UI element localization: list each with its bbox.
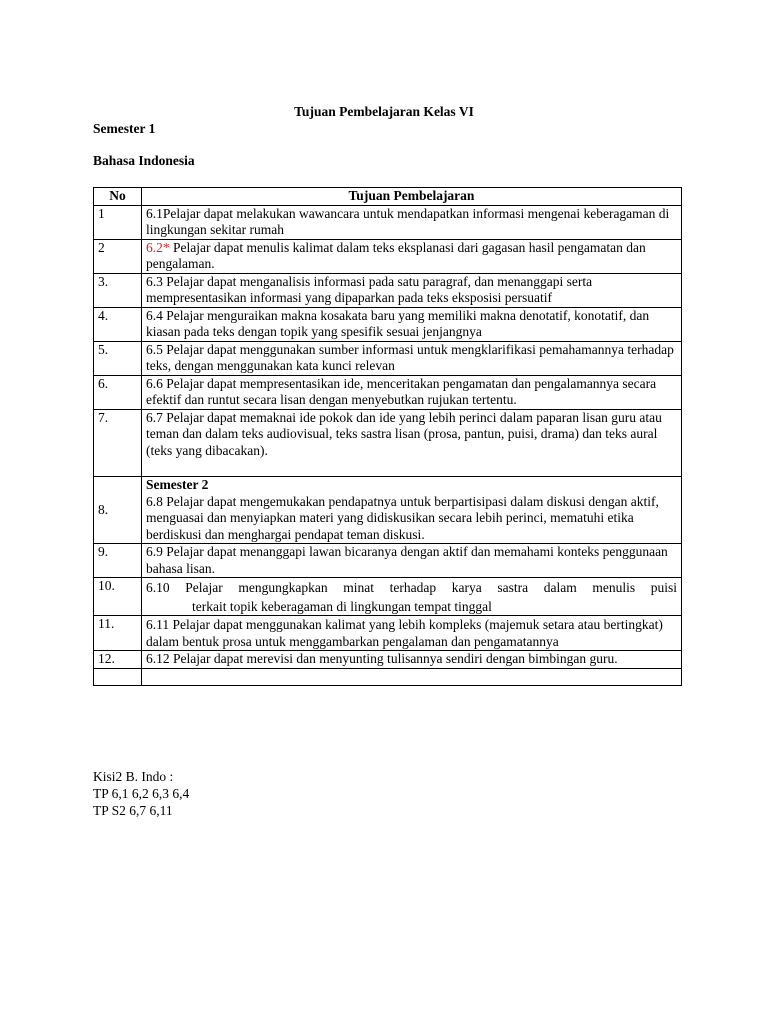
row-number: 10. [94, 578, 142, 616]
objective-text: Pelajar dapat menulis kalimat dalam teks eksplanasi dari gagasan hasil pengamatan dan pengalaman. [146, 239, 646, 271]
table-row [94, 239, 682, 273]
row-objective [142, 477, 682, 544]
table-row [94, 616, 682, 651]
row-objective [142, 668, 682, 685]
row-objective [142, 578, 682, 616]
semester-2-heading: Semester 2 [146, 477, 209, 492]
column-header-no: No [94, 188, 142, 206]
row-number: 11. [94, 616, 142, 651]
row-objective [142, 239, 682, 273]
notes-block [93, 768, 189, 819]
notes-line: Kisi2 B. Indo : [93, 769, 174, 784]
row-number: 9. [94, 544, 142, 578]
table-row [94, 578, 682, 616]
row-objective: 6.1Pelajar dapat melakukan wawancara untuk mendapatkan informasi mengenai keberagaman di lingkungan sekitar rumah [142, 205, 682, 239]
semester-1-label: Semester 1 [93, 121, 156, 136]
row-objective: 6.5 Pelajar dapat menggunakan sumber informasi untuk mengklarifikasi pemahamannya terhadap teks, dengan menggunakan kata kunci relevan [142, 341, 682, 375]
learning-objectives-table [93, 187, 682, 686]
row-objective: 6.12 Pelajar dapat merevisi dan menyunting tulisannya sendiri dengan bimbingan guru. [142, 651, 682, 669]
column-header-tp: Tujuan Pembelajaran [142, 188, 682, 206]
notes-line: TP 6,1 6,2 6,3 6,4 [93, 786, 190, 801]
page-title: Tujuan Pembelajaran Kelas VI [294, 104, 474, 119]
table-header-row [94, 188, 682, 206]
table-row [94, 544, 682, 578]
row-number [94, 668, 142, 685]
row-objective: 6.9 Pelajar dapat menanggapi lawan bicaranya dengan aktif dan memahami konteks penggunaan bahasa lisan. [142, 544, 682, 578]
row-objective: 6.7 Pelajar dapat memaknai ide pokok dan ide yang lebih perinci dalam paparan lisan guru atau teman dan dalam teks audiovisual, teks sastra lisan (prosa, pantun, puisi, drama) dan teks aural (teks yang dibacakan). [142, 409, 682, 477]
row-number: 2 [94, 239, 142, 273]
table-row [94, 477, 682, 544]
table-row [94, 651, 682, 669]
table-row [94, 307, 682, 341]
objective-text-continued: terkait topik keberagaman di lingkungan tempat tinggal [192, 598, 492, 614]
objective-text: 6.10 Pelajar mengungkapkan minat terhadap karya sastra dalam menulis puisi [146, 580, 677, 595]
table-row [94, 205, 682, 239]
subject-label: Bahasa Indonesia [93, 153, 195, 168]
row-objective: 6.3 Pelajar dapat menganalisis informasi pada satu paragraf, dan menanggapi serta mempresentasikan informasi yang dipaparkan pada teks eksposisi persuatif [142, 273, 682, 307]
row-number: 1 [94, 205, 142, 239]
row-objective: 6.4 Pelajar menguraikan makna kosakata baru yang memiliki makna denotatif, konotatif, dan kiasan pada teks dengan topik yang spesifik sesuai jenjangnya [142, 307, 682, 341]
objective-text: 6.8 Pelajar dapat mengemukakan pendapatnya untuk berpartisipasi dalam diskusi dengan aktif, menguasai dan menyiapkan materi yang didiskusikan secara lebih perinci, mematuhi etika berdiskusi dan menghargai pendapat teman diskusi. [146, 493, 659, 542]
row-objective: 6.11 Pelajar dapat menggunakan kalimat yang lebih kompleks (majemuk setara atau bertingkat) dalam bentuk prosa untuk menggambarkan pengalaman dan pengamatannya [142, 616, 682, 651]
notes-line: TP S2 6,7 6,11 [93, 803, 173, 818]
table-row [94, 375, 682, 409]
row-number: 4. [94, 307, 142, 341]
table-row [94, 341, 682, 375]
table-row [94, 273, 682, 307]
row-number: 3. [94, 273, 142, 307]
objective-code-highlight: 6.2* [146, 239, 170, 255]
table-row [94, 668, 682, 685]
row-number: 8. [94, 477, 142, 544]
table-row [94, 409, 682, 477]
row-objective: 6.6 Pelajar dapat mempresentasikan ide, menceritakan pengamatan dan pengalamannya secara efektif dan runtut secara lisan dengan menyebutkan rujukan tertentu. [142, 375, 682, 409]
row-number: 7. [94, 409, 142, 477]
row-number: 5. [94, 341, 142, 375]
row-number: 6. [94, 375, 142, 409]
row-number: 12. [94, 651, 142, 669]
